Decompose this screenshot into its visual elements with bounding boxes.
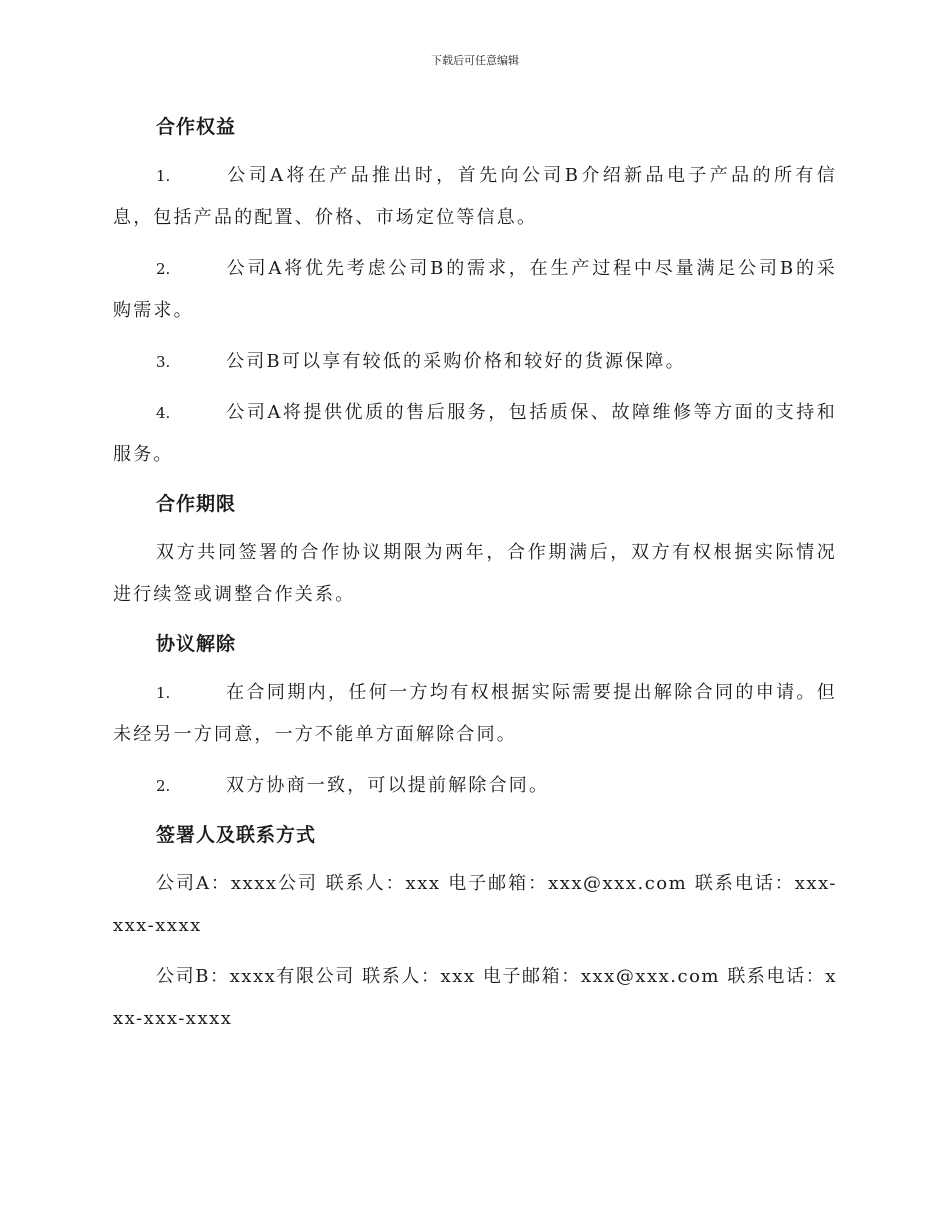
list-number: 1. (156, 167, 171, 185)
list-number: 3. (156, 353, 171, 371)
section-title-termination: 协议解除 (156, 633, 237, 655)
list-item (113, 341, 837, 383)
list-number: 4. (156, 404, 171, 422)
list-text: 公司B可以享有较低的采购价格和较好的货源保障。 (226, 351, 686, 372)
term-paragraph: 双方共同签署的合作协议期限为两年，合作期满后，双方有权根据实际情况进行续签或调整合作关系。 (113, 542, 837, 605)
list-text: 公司A将提供优质的售后服务，包括质保、故障维修等方面的支持和服务。 (113, 402, 837, 465)
list-number: 2. (156, 260, 171, 278)
list-item (113, 672, 837, 756)
company-a-contact: 公司A：xxxx公司 联系人：xxx 电子邮箱：xxx@xxx.com 联系电话：xxx-xxx-xxxx (113, 873, 837, 936)
list-text: 公司A将在产品推出时，首先向公司B介绍新品电子产品的所有信息，包括产品的配置、价格、市场定位等信息。 (113, 165, 837, 228)
list-item (113, 392, 837, 476)
section-title-rights: 合作权益 (156, 116, 237, 138)
list-text: 公司A将优先考虑公司B的需求，在生产过程中尽量满足公司B的采购需求。 (113, 258, 837, 321)
section-title-term: 合作期限 (156, 493, 237, 515)
list-number: 2. (156, 777, 171, 795)
list-text: 在合同期内，任何一方均有权根据实际需要提出解除合同的申请。但未经另一方同意，一方不能单方面解除合同。 (113, 682, 837, 745)
list-item (113, 155, 837, 239)
section-title-signatories: 签署人及联系方式 (156, 824, 317, 846)
list-text: 双方协商一致，可以提前解除合同。 (226, 775, 550, 796)
list-item (113, 248, 837, 332)
company-b-contact: 公司B：xxxx有限公司 联系人：xxx 电子邮箱：xxx@xxx.com 联系电话：xxx-xxx-xxxx (113, 966, 837, 1029)
document-body (113, 108, 837, 1049)
list-number: 1. (156, 684, 171, 702)
page-header: 下载后可任意编辑 (431, 54, 519, 67)
list-item (113, 765, 837, 807)
